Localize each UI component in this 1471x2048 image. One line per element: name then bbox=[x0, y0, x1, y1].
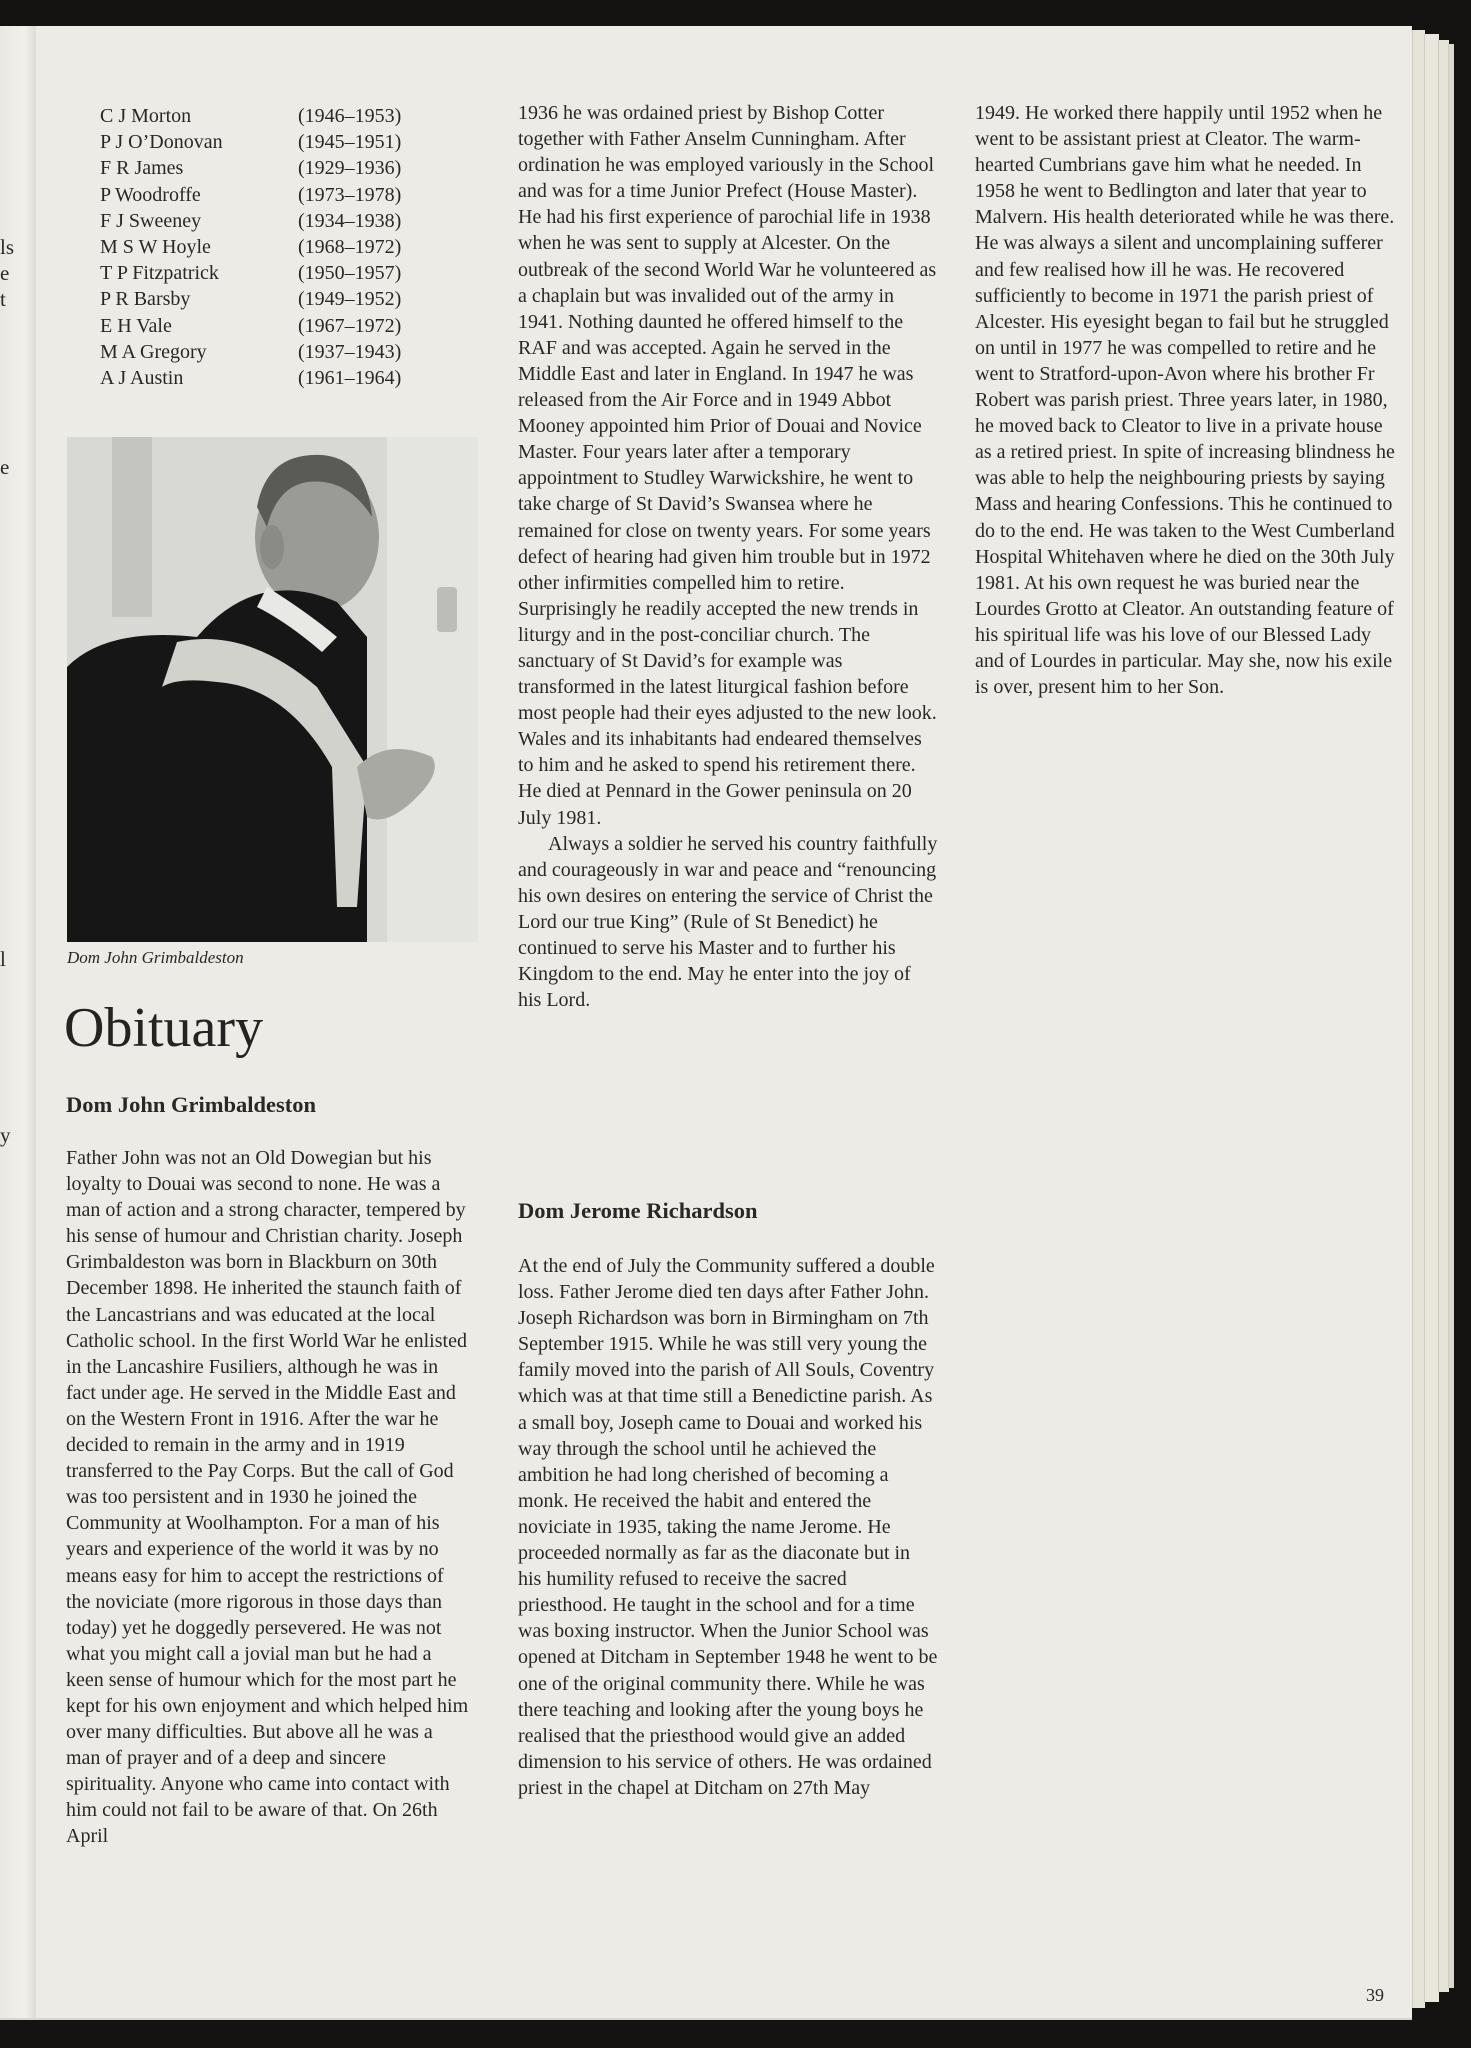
list-years: (1937–1943) bbox=[298, 340, 402, 363]
margin-fragment: ls bbox=[0, 235, 15, 259]
name-list bbox=[100, 103, 438, 391]
margin-fragment: t bbox=[0, 287, 6, 311]
obituary-heading: Dom Jerome Richardson bbox=[518, 1198, 758, 1223]
list-item bbox=[100, 339, 438, 365]
margin-fragment: l bbox=[0, 947, 6, 971]
list-item bbox=[100, 260, 438, 286]
list-item bbox=[100, 155, 438, 181]
list-item bbox=[100, 286, 438, 312]
list-years: (1968–1972) bbox=[298, 236, 402, 259]
column-3-text bbox=[975, 100, 1395, 700]
list-years: (1945–1951) bbox=[298, 131, 402, 154]
page-title: Obituary bbox=[64, 997, 264, 1059]
list-years: (1950–1957) bbox=[298, 262, 402, 285]
column-2-text-continued bbox=[518, 1253, 938, 1801]
left-page-gutter bbox=[0, 26, 36, 2018]
list-name: P R Barsby bbox=[100, 288, 191, 311]
list-name: C J Morton bbox=[100, 105, 192, 127]
list-name: M A Gregory bbox=[100, 340, 207, 363]
page-edge bbox=[1424, 34, 1439, 2002]
page-number: 39 bbox=[1366, 1985, 1384, 2005]
list-name: F R James bbox=[100, 157, 184, 180]
column-2-text bbox=[518, 100, 938, 1013]
list-years: (1929–1936) bbox=[298, 157, 402, 180]
list-name: E H Vale bbox=[100, 314, 172, 337]
list-item bbox=[100, 129, 438, 155]
list-item bbox=[100, 208, 438, 234]
list-item bbox=[100, 313, 438, 339]
list-years: (1934–1938) bbox=[298, 209, 402, 232]
list-years: (1961–1964) bbox=[298, 367, 402, 390]
body-paragraph: Father John was not an Old Dowegian but his loyalty to Douai was second to none. He was a man of action and a strong character, tempered by his sense of humour and Christian charity. Joseph Grimbaldeston was born in Blackburn on 30th December 1898. He inherited the staunch faith of the Lancastrians and was educated at the local Catholic school. In the first World War he enlisted in the Lancashire Fusiliers, although he was in fact under age. He served in the Middle East and on the Western Front in 1916. After the war he decided to remain in the army and in 1919 transferred to the Pay Corps. But the call of God was too persistent and in 1930 he joined the Community at Woolhampton. For a man of his years and experience of the world it was by no means easy for him to accept the restrictions of the noviciate (more rigorous in those days than today) yet he doggedly persevered. He was not what you might call a jovial man but he had a keen sense of humour which for the most part he kept for his own enjoyment and which helped him over many difficulties. But above all he was a man of prayer and of a deep and sincere spirituality. Anyone who came into contact with him could not fail to be aware of that. On 26th April bbox=[66, 1147, 469, 1848]
margin-fragment: e bbox=[0, 261, 10, 285]
photo-caption: Dom John Grimbaldeston bbox=[67, 948, 244, 967]
list-name: P J O’Donovan bbox=[100, 131, 223, 154]
margin-fragment: e bbox=[0, 455, 10, 479]
list-years: (1973–1978) bbox=[298, 183, 402, 206]
list-name: T P Fitzpatrick bbox=[100, 262, 219, 285]
list-years: (1967–1972) bbox=[298, 314, 402, 337]
portrait-photo bbox=[67, 437, 478, 942]
list-years: (1949–1952) bbox=[298, 288, 402, 311]
body-paragraph: At the end of July the Community suffered a double loss. Father Jerome died ten days after Father John. Joseph Richardson was born in Birmingham on 7th September 1915. While he was still very young the family moved into the parish of All Souls, Coventry which was at that time still a Benedictine parish. As a small boy, Joseph came to Douai and worked his way through the school until he achieved the ambition he had long cherished of becoming a monk. He received the habit and entered the noviciate in 1935, taking the name Jerome. He proceeded normally as far as the diaconate but in his humility refused to receive the sacred priesthood. He taught in the school and for a time was boxing instructor. When the Junior School was opened at Ditcham in September 1948 he went to be one of the original community there. While he was there teaching and looking after the young boys he realised that the priesthood would give an added dimension to his service of others. He was ordained priest in the chapel at Ditcham on 27th May bbox=[518, 1255, 938, 1799]
obituary-heading: Dom John Grimbaldeston bbox=[66, 1092, 317, 1117]
page-edge bbox=[1448, 44, 1454, 1988]
list-item bbox=[100, 234, 438, 260]
body-paragraph: 1949. He worked there happily until 1952 when he went to be assistant priest at Cleator. The warm-hearted Cumbrians gave him what he needed. In 1958 he went to Bedlington and later that year to Malvern. His health deteriorated while he was there. He was always a silent and uncomplaining sufferer and few realised how ill he was. He recovered sufficiently to become in 1971 the parish priest of Alcester. His eyesight began to fail but he struggled on until in 1977 he was compelled to retire and he went to Stratford-upon-Avon where his brother Fr Robert was parish priest. Three years later, in 1980, he moved back to Cleator to live in a private house as a retired priest. In spite of increasing blindness he was able to help the neighbouring priests by saying Mass and hearing Confessions. This he continued to do to the end. He was taken to the West Cumberland Hospital Whitehaven where he died on the 30th July 1981. At his own request he was buried near the Lourdes Grotto at Cleator. An outstanding feature of his spiritual life was his love of our Blessed Lady and of Lourdes in particular. May she, now his exile is over, present him to her Son. bbox=[975, 102, 1395, 699]
list-item bbox=[100, 103, 438, 129]
list-name: F J Sweeney bbox=[100, 209, 202, 232]
portrait-illustration bbox=[67, 437, 478, 942]
margin-fragment: y bbox=[0, 1123, 11, 1147]
list-item bbox=[100, 182, 438, 208]
list-name: A J Austin bbox=[100, 367, 184, 390]
list-item bbox=[100, 365, 438, 391]
column-1-text bbox=[66, 1145, 471, 1850]
body-paragraph: Always a soldier he served his country faithfully and courageously in war and peace and “renouncing his own desires on entering the service of Christ the Lord our true King” (Rule of St Benedict) he continued to serve his Master and to further his Kingdom to the end. May he enter into the joy of his Lord. bbox=[518, 832, 938, 1012]
list-years: (1946–1953) bbox=[298, 105, 402, 127]
body-paragraph: 1936 he was ordained priest by Bishop Cotter together with Father Anselm Cunningham. After ordination he was employed variously in the School and was for a time Junior Prefect (House Master). He had his first experience of parochial life in 1938 when he was sent to supply at Alcester. On the outbreak of the second World War he volunteered as a chaplain but was invalided out of the army in 1941. Nothing daunted he offered himself to the RAF and was accepted. Again he served in the Middle East and later in England. In 1947 he was released from the Air Force and in 1949 Abbot Mooney appointed him Prior of Douai and Novice Master. Four years later after a temporary appointment to Studley Warwickshire, he went to take charge of St David’s Swansea where he remained for close on twenty years. For some years defect of hearing had given him trouble but in 1972 other infirmities compelled him to retire. Surprisingly he readily accepted the new trends in liturgy and in the post-conciliar church. The sanctuary of St David’s for example was transformed in the latest liturgical fashion before most people had their eyes adjusted to the new look. Wales and its inhabitants had endeared themselves to him and he asked to spend his retirement there. He died at Pennard in the Gower peninsula on 20 July 1981. bbox=[518, 102, 937, 829]
list-name: M S W Hoyle bbox=[100, 236, 211, 259]
list-name: P Woodroffe bbox=[100, 183, 201, 206]
